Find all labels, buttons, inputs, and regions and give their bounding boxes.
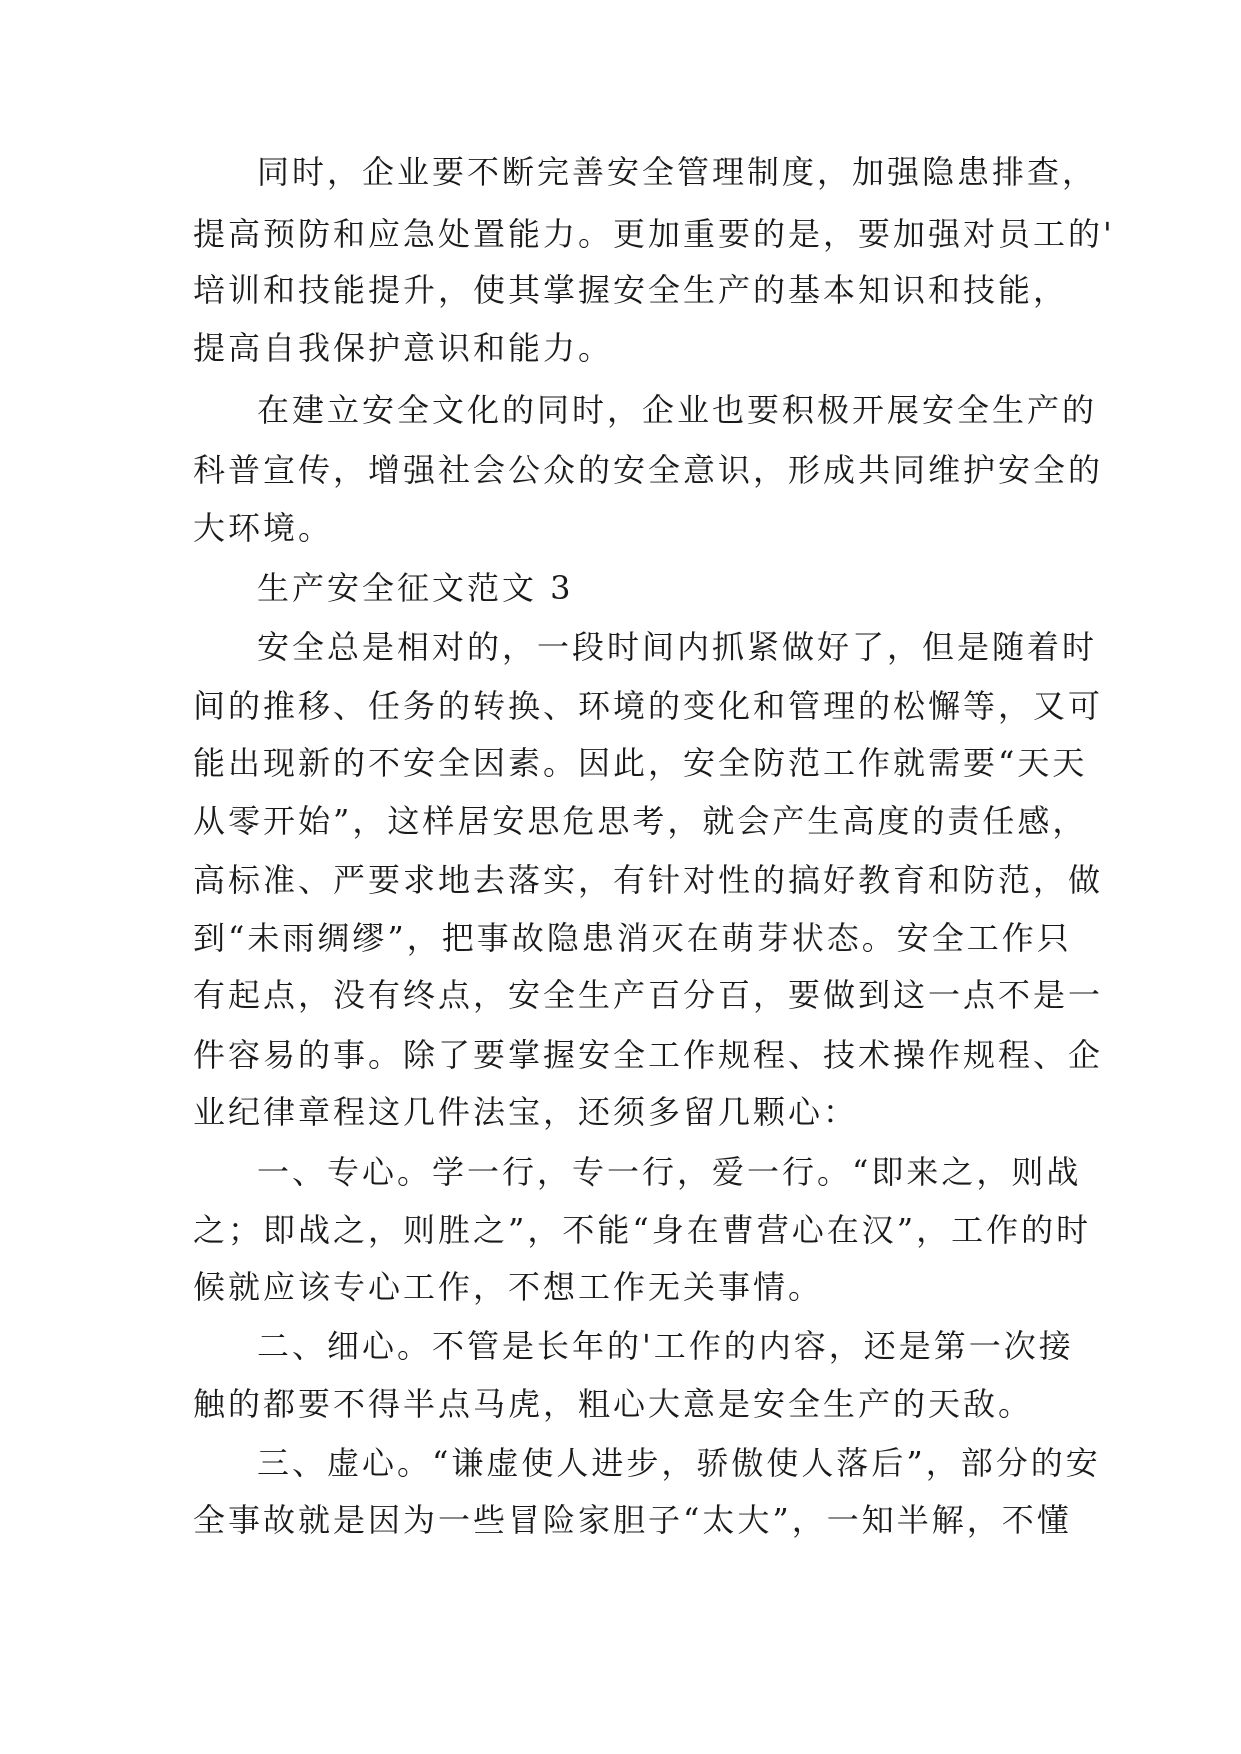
text-line: 同时，企业要不断完善安全管理制度，加强隐患排查， <box>257 153 1098 191</box>
text-line: 触的都要不得半点马虎，粗心大意是安全生产的天敌。 <box>193 1385 1034 1423</box>
text-line: 二、细心。不管是长年的'工作的内容，还是第一次接 <box>257 1327 1074 1365</box>
text-line: 高标准、严要求地去落实，有针对性的搞好教育和防范，做 <box>193 861 1104 899</box>
text-line: 大环境。 <box>193 509 334 547</box>
text-line: 件容易的事。除了要掌握安全工作规程、技术操作规程、企 <box>193 1036 1104 1074</box>
text-line: 三、虚心。“谦虚使人进步，骄傲使人落后”，部分的安 <box>257 1444 1101 1482</box>
text-line: 有起点，没有终点，安全生产百分百，要做到这一点不是一 <box>193 976 1104 1014</box>
text-line: 间的推移、任务的转换、环境的变化和管理的松懈等，又可 <box>193 687 1104 725</box>
text-line: 提高自我保护意识和能力。 <box>193 329 614 367</box>
text-line: 在建立安全文化的同时，企业也要积极开展安全生产的 <box>257 391 1098 429</box>
text-line: 提高预防和应急处置能力。更加重要的是，要加强对员工的' <box>193 215 1115 253</box>
text-line: 之；即战之，则胜之”，不能“身在曹营心在汉”，工作的时 <box>193 1211 1092 1249</box>
section-heading: 生产安全征文范文 3 <box>257 569 574 607</box>
text-line: 候就应该专心工作，不想工作无关事情。 <box>193 1268 824 1306</box>
text-line: 到“未雨绸缪”，把事故隐患消灭在萌芽状态。安全工作只 <box>193 919 1072 957</box>
text-line: 能出现新的不安全因素。因此，安全防范工作就需要“天天 <box>193 744 1088 782</box>
text-line: 科普宣传，增强社会公众的安全意识，形成共同维护安全的 <box>193 451 1104 489</box>
text-line: 培训和技能提升，使其掌握安全生产的基本知识和技能， <box>193 271 1069 309</box>
text-line: 全事故就是因为一些冒险家胆子“太大”，一知半解，不懂 <box>193 1501 1072 1539</box>
text-line: 业纪律章程这几件法宝，还须多留几颗心： <box>193 1093 859 1131</box>
text-line: 安全总是相对的，一段时间内抓紧做好了，但是随着时 <box>257 628 1098 666</box>
text-line: 一、专心。学一行，专一行，爱一行。“即来之，则战 <box>257 1153 1082 1191</box>
text-line: 从零开始”，这样居安思危思考，就会产生高度的责任感， <box>193 802 1088 840</box>
